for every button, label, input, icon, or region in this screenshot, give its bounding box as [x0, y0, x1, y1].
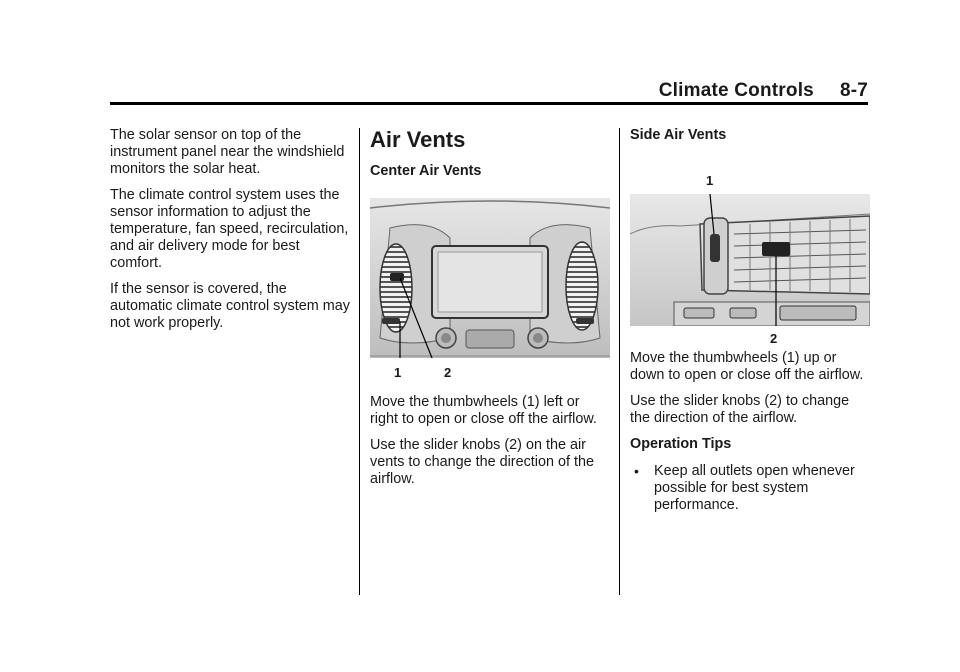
paragraph-slider-side: Use the slider knobs (2) to change the direction of the airflow.	[630, 393, 850, 426]
paragraph-solar-sensor: The solar sensor on top of the instrument panel near the windshield monitors the solar heat.	[110, 127, 345, 177]
paragraph-sensor-usage: The climate control system uses the sensor information to adjust the temperature, fan speed, recirculation, and air delivery mode for best comfort.	[110, 187, 349, 271]
side-vent-illustration	[630, 172, 870, 350]
paragraph-slider-center: Use the slider knobs (2) on the air vents to change the direction of the airflow.	[370, 437, 595, 487]
side-air-vents-heading: Side Air Vents	[630, 127, 727, 143]
bullet-item	[630, 463, 870, 514]
page-header	[500, 80, 868, 102]
operation-tips-heading: Operation Tips	[630, 436, 732, 452]
center-vents-illustration	[370, 198, 610, 394]
bullet-text: Keep all outlets open whenever possible for best system performance.	[654, 463, 855, 513]
center-air-vents-heading: Center Air Vents	[370, 163, 482, 179]
column-left	[110, 127, 350, 341]
callout-1: 1	[394, 365, 402, 380]
paragraph-sensor-covered: If the sensor is covered, the automatic climate control system may not work properly.	[110, 281, 350, 331]
dashboard-drawing	[370, 198, 610, 358]
callout-2-side: 2	[770, 331, 778, 346]
column-divider-1	[359, 128, 360, 595]
column-divider-2	[619, 128, 620, 595]
column-right	[630, 127, 870, 514]
bullet-icon: •	[634, 463, 639, 479]
section-title: Climate Controls	[658, 80, 814, 101]
air-vents-heading: Air Vents	[370, 127, 466, 152]
callout-1-side: 1	[706, 173, 714, 188]
column-middle	[370, 127, 610, 497]
side-vent-drawing	[630, 194, 870, 326]
callout-2: 2	[444, 365, 452, 380]
paragraph-thumbwheels-side: Move the thumbwheels (1) up or down to open or close off the airflow.	[630, 350, 864, 383]
page-number: 8-7	[839, 80, 868, 101]
paragraph-thumbwheels-center: Move the thumbwheels (1) left or right to open or close off the airflow.	[370, 394, 597, 427]
header-rule	[110, 102, 868, 105]
